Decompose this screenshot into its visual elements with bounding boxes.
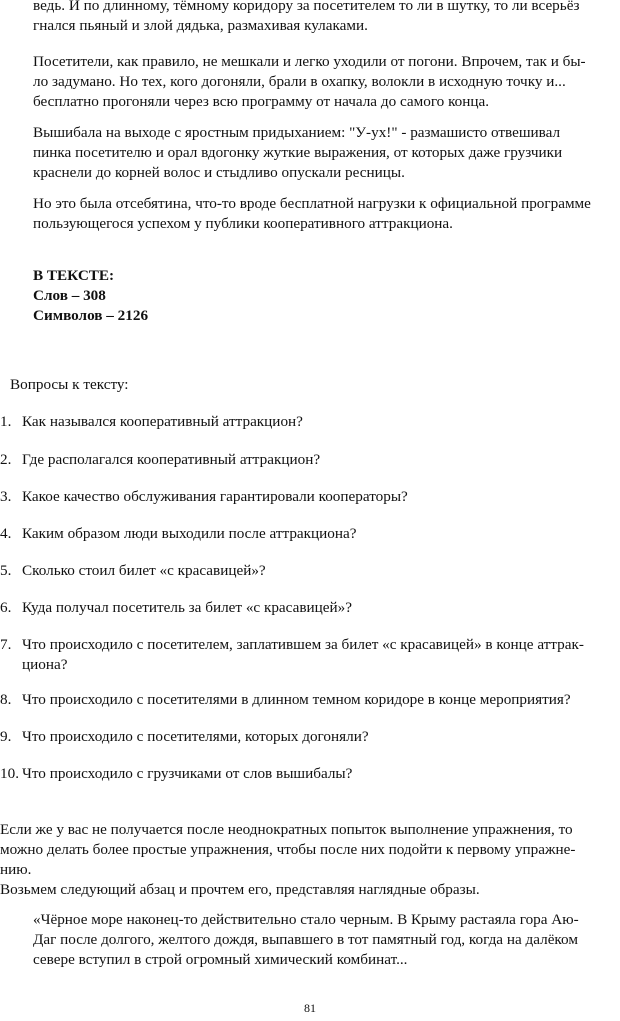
question-number: 6.: [0, 599, 12, 616]
text-line: Но это была отсебятина, что-то вроде бесплатной нагрузки к официальной программе: [33, 195, 591, 212]
paragraph-3: [33, 123, 562, 183]
text-line: Посетители, как правило, не мешкали и легко уходили от погони. Впрочем, так и бы-: [33, 53, 586, 70]
questions-heading-text: Вопросы к тексту:: [10, 376, 129, 393]
question-text: Что происходило с грузчиками от слов вышибалы?: [22, 765, 353, 782]
stats-chars: Символов – 2126: [33, 307, 149, 324]
text-line: севере вступил в строй огромный химический комбинат...: [33, 951, 408, 968]
paragraph-4: [33, 194, 591, 234]
quote-paragraph: [33, 910, 579, 970]
questions-heading: [10, 375, 129, 395]
question-item: [0, 690, 571, 710]
question-text: Сколько стоил билет «с красавицей»?: [22, 562, 266, 579]
text-line: нию.: [0, 861, 32, 878]
text-line: Если же у вас не получается после неоднократных попыток выполнение упражнения, то: [0, 821, 573, 838]
question-item: [0, 598, 352, 618]
text-line: «Чёрное море наконец-то действительно стало черным. В Крыму растаяла гора Аю-: [33, 911, 579, 928]
question-number: 7.: [0, 636, 12, 653]
question-number: 4.: [0, 525, 12, 542]
question-text: Как назывался кооперативный аттракцион?: [22, 413, 303, 430]
question-item: [0, 524, 357, 544]
text-line: Даг после долгого, желтого дождя, выпавшего в тот памятный год, когда на далёком: [33, 931, 578, 948]
question-number: 3.: [0, 488, 12, 505]
question-item: [0, 561, 266, 581]
question-item: [0, 764, 352, 784]
question-text: Куда получал посетитель за билет «с красавицей»?: [22, 599, 352, 616]
question-text: Какое качество обслуживания гарантировали кооператоры?: [22, 488, 408, 505]
text-line: можно делать более простые упражнения, чтобы после них подойти к первому упражне-: [0, 841, 576, 858]
question-text-continuation: циона?: [22, 656, 68, 673]
text-line: Возьмем следующий абзац и прочтем его, представляя наглядные образы.: [0, 881, 480, 898]
paragraph-2: [33, 52, 586, 112]
text-stats: [33, 266, 148, 326]
text-line: ведь. И по длинному, тёмному коридору за посетителем то ли в шутку, то ли всерьёз: [33, 0, 580, 14]
question-text: Где располагался кооперативный аттракцион?: [22, 451, 321, 468]
text-line: пинка посетителю и орал вдогонку жуткие выражения, от которых даже грузчики: [33, 144, 563, 161]
text-line: ло задумано. Но тех, кого догоняли, брали в охапку, волокли в исходную точку и...: [33, 73, 566, 90]
question-number: 2.: [0, 451, 12, 468]
text-line: гнался пьяный и злой дядька, размахивая кулаками.: [33, 17, 368, 34]
question-item: [0, 412, 303, 432]
question-text: Каким образом люди выходили после аттракциона?: [22, 525, 357, 542]
stats-heading: В ТЕКСТЕ:: [33, 267, 115, 284]
paragraph-1: [33, 0, 579, 36]
question-number: 10.: [0, 765, 19, 782]
closing-paragraph: [0, 820, 575, 900]
question-number: 8.: [0, 691, 12, 708]
question-item: [0, 487, 408, 507]
text-line: бесплатно прогоняли через всю программу от начала до самого конца.: [33, 93, 490, 110]
question-text: Что происходило с посетителями в длинном темном коридоре в конце мероприятия?: [22, 691, 571, 708]
stats-words: Слов – 308: [33, 287, 106, 304]
question-number: 5.: [0, 562, 12, 579]
question-item: [0, 727, 369, 747]
question-number: 9.: [0, 728, 12, 745]
question-item: [0, 450, 320, 470]
text-line: Вышибала на выходе с яростным придыханием: "У-ух!" - размашисто отвешивал: [33, 124, 561, 141]
question-item: [0, 635, 584, 675]
text-line: краснели до корней волос и стыдливо опускали ресницы.: [33, 164, 405, 181]
question-number: 1.: [0, 413, 12, 430]
question-text: Что происходило с посетителями, которых догоняли?: [22, 728, 369, 745]
page-number: 81: [304, 1001, 316, 1015]
text-line: пользующегося успехом у публики кооперативного аттракциона.: [33, 215, 453, 232]
question-text: Что происходило с посетителем, заплатившем за билет «с красавицей» в конце аттрак-: [22, 636, 584, 653]
